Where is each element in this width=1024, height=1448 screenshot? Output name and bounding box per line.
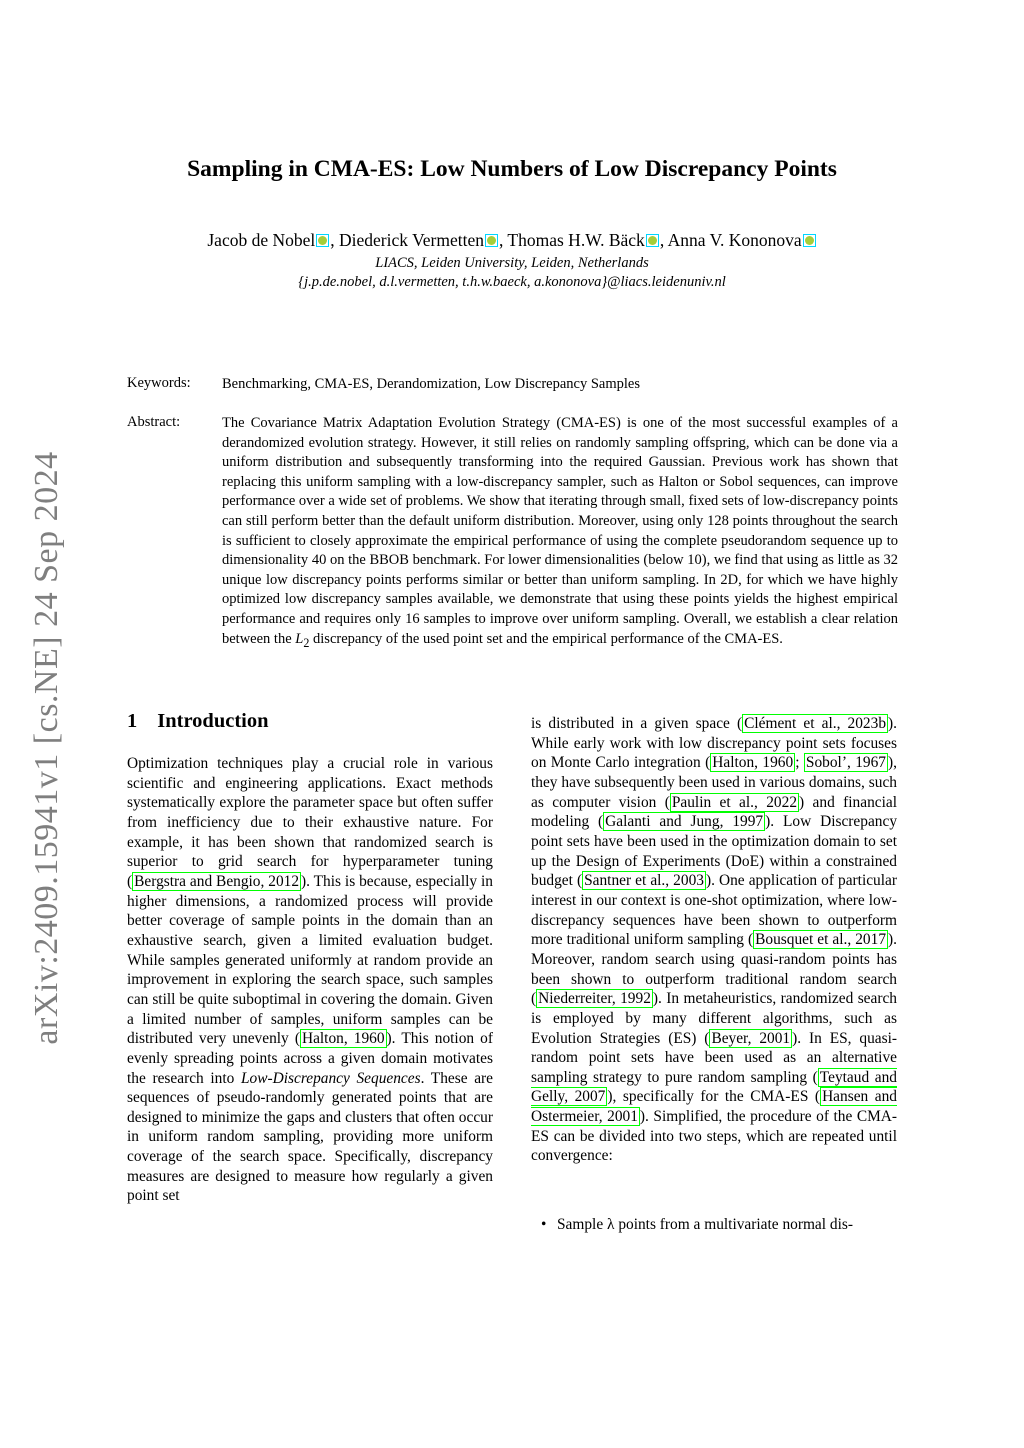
text-run: . These are sequences of pseudo-randomly generated points that are designed to minimize the gaps and clusters that often occur in uniform random sampling, providing more uniform coverage of the search space. Specifically, discrepancy measures are designed to measure how regularly a given point set [127,1069,493,1205]
text-run: ). In ES, quasi-random point sets have been used as an alternative sampling strategy to pure random sampling ( [531,1029,898,1086]
text-run: ). Moreover, random search using quasi-random points has been shown to outperform traditional random search ( [531,931,897,1008]
text-run: Optimization techniques play a crucial role in various scientific and engineering applications. Exact methods systematically explore the parameter space but often suffer from inefficiency due to their exhaustive nature. For example, it has been shown that randomized search is superior to grid search for hyperparameter tuning ( [127,755,493,890]
citation-link[interactable]: Paulin et al., 2022 [671,793,798,811]
section-heading [127,710,269,733]
text-run: ). In metaheuristics, randomized search is employed by many different algorithms, such as Evolution Strategies (ES) ( [531,990,897,1047]
author-separator: , [498,230,508,250]
section-title: Introduction [157,710,269,732]
orcid-icon[interactable] [646,234,659,247]
author-name: Thomas H.W. Bäck [507,230,645,250]
text-run: ), they have subsequently been used in various domains, such as computer vision ( [531,754,897,811]
author-separator: , [330,230,340,250]
arxiv-identifier: arXiv:2409.15941v1 [cs.NE] 24 Sep 2024 [28,451,65,1045]
paragraph [531,714,897,1166]
citation-link[interactable]: Bousquet et al., 2017 [755,931,887,949]
text-run: ). This notion of evenly spreading points across a given domain motivates the research into [127,1030,493,1087]
affiliation: LIACS, Leiden University, Leiden, Netherlands [375,255,649,271]
arxiv-stamp [28,448,64,1048]
text-run: ), specifically for the CMA-ES ( [607,1088,821,1106]
l2-subscript: 2 [303,635,310,650]
citation-link[interactable]: Bergstra and Bengio, 2012 [134,872,300,890]
abstract-text [222,414,898,653]
citation-link[interactable]: Halton, 1960 [712,754,794,772]
abstract-body: The Covariance Matrix Adaptation Evolution Strategy (CMA-ES) is one of the most successful examples of a derandomized evolution strategy. However, it still relies on randomly sampling offspring, which can be done via a uniform distribution and subsequently transforming into the required Gaussian. Previous work has shown that replacing this uniform sampling with a low-discrepancy sampler, such as Halton or Sobol sequences, can improve performance over a wide set of problems. We show that iterating through small, fixed sets of low-discrepancy points can still perform better than the default uniform distribution. Moreover, using only 128 points throughout the search is sufficient to closely approximate the empirical performance of using the complete pseudorandom sequence up to dimensionality 40 on the BBOB benchmark. For lower dimensionalities (below 10), we find that using as little as 32 unique low discrepancy points performs similar or better than uniform sampling. In 2D, for which we have highly optimized low discrepancy samples available, we demonstrate that using these points yields the highest empirical performance and requires only 16 samples to improve over uniform sampling. Overall, we establish a clear relation between the [222,415,898,647]
orcid-icon[interactable] [803,234,816,247]
text-run: is distributed in a given space ( [531,715,743,732]
bullet-item: Sample λ points from a multivariate normal dis- [557,1216,853,1233]
citation-link[interactable]: Beyer, 2001 [711,1029,791,1047]
paper-title: Sampling in CMA-ES: Low Numbers of Low Discrepancy Points [187,156,837,182]
author-name: Jacob de Nobel [207,230,316,250]
citation-link[interactable]: Clément et al., 2023b [744,715,887,732]
section-number: 1 [127,710,138,732]
l2-symbol: L [295,630,304,647]
abstract-body-end: discrepancy of the used point set and the empirical performance of the CMA-ES. [309,630,783,647]
text-run: ). One application of particular interest in our context is one-shot optimization, where low-discrepancy sequences have been shown to outperform more traditional uniform sampling ( [531,872,897,949]
text-run: ). Low Discrepancy point sets have been used in the optimization domain to set up the Design of Experiments (DoE) within a constrained budget ( [531,813,898,890]
author-name: Anna V. Kononova [667,230,802,250]
paragraph [127,754,493,1206]
citation-link[interactable]: Teytaud and Gelly, 2007 [531,1068,897,1106]
author-emails: {j.p.de.nobel, d.l.vermetten, t.h.w.baeck, a.kononova}@liacs.leidenuniv.nl [298,274,726,290]
text-run: ; [795,754,804,772]
orcid-icon[interactable] [485,234,498,247]
emphasized-term: Low-Discrepancy Sequences [240,1069,421,1087]
citation-link[interactable]: Halton, 1960 [301,1030,385,1048]
keywords-label: Keywords: [127,375,191,391]
text-run: ) and financial modeling ( [531,793,897,831]
text-run: ). While early work with low discrepancy point sets focuses on Monte Carlo integration ( [531,715,898,772]
author-list [0,230,1024,251]
orcid-icon[interactable] [316,234,329,247]
citation-link[interactable]: Sobol’, 1967 [805,754,887,772]
text-run: ). This is because, especially in higher dimensions, a randomized process will provide better coverage of sample points in the domain than an exhaustive search, given a limited evaluation budget. While samples generated uniformly at random provide an improvement in exploring the search space, such samples can still be quite suboptimal in covering the domain. Given a limited number of samples, uniform samples can be distributed very unevenly ( [127,872,493,1048]
citation-link[interactable]: Galanti and Jung, 1997 [605,813,764,831]
keywords-text: Benchmarking, CMA-ES, Derandomization, Low Discrepancy Samples [222,376,640,392]
citation-link[interactable]: Hansen and Ostermeier, 2001 [531,1088,897,1126]
citation-link[interactable]: Niederreiter, 1992 [538,990,651,1008]
citation-link[interactable]: Santner et al., 2003 [584,872,704,890]
author-name: Diederick Vermetten [339,230,484,250]
text-run: ). Simplified, the procedure of the CMA-ES can be divided into two steps, which are repeated until convergence: [531,1108,898,1165]
author-separator: , [659,230,668,250]
intro-left-column [127,754,493,1206]
bullet-marker: • [541,1216,547,1233]
intro-right-column [531,714,897,1166]
abstract-label: Abstract: [127,414,181,430]
